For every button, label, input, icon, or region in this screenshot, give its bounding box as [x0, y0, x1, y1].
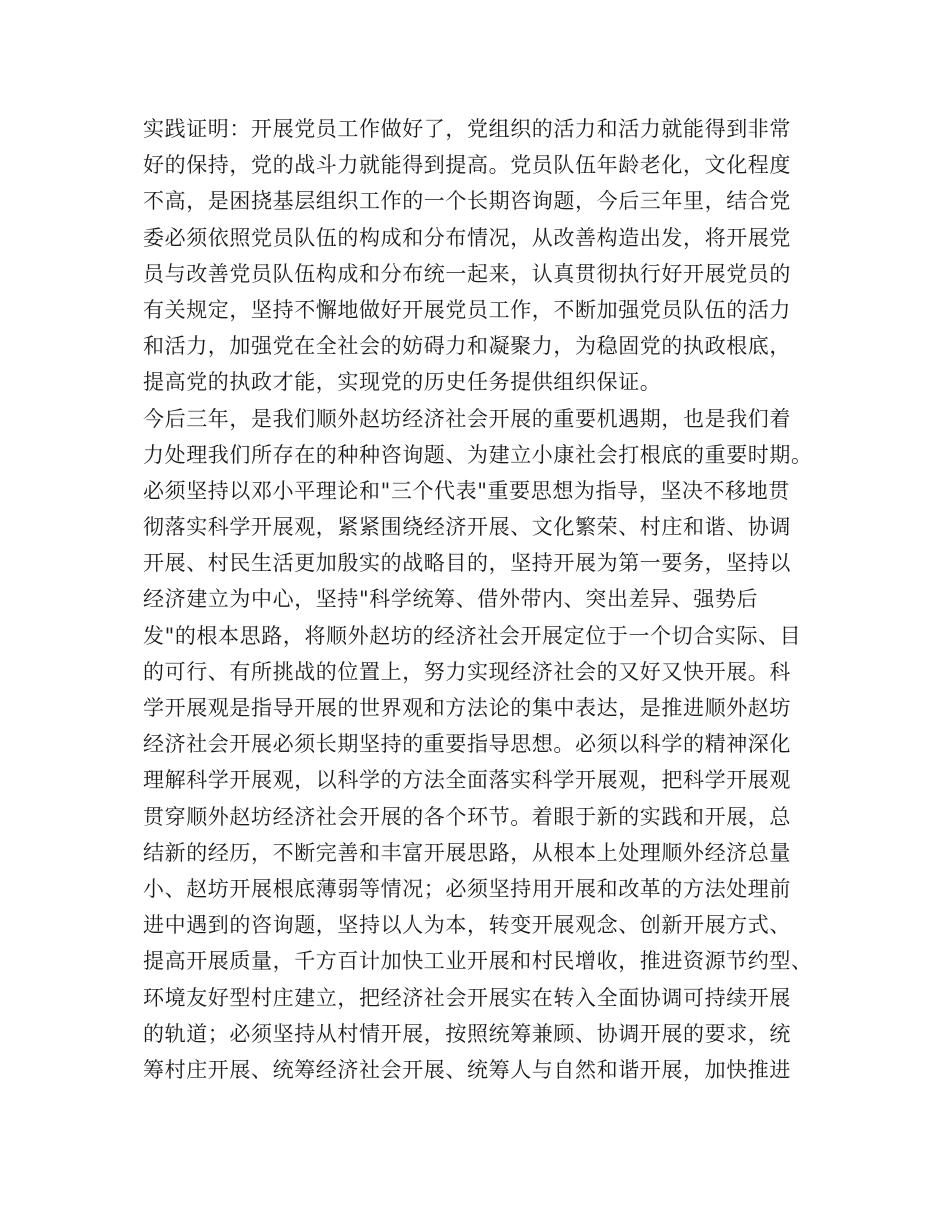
text-line: 结新的经历，不断完善和丰富开展思路，从根本上处理顺外经济总量	[143, 840, 791, 865]
text-line: 学开展观是指导开展的世界观和方法论的集中表达，是推进顺外赵坊	[143, 696, 791, 720]
text-line: 好的保持，党的战斗力就能得到提高。党员队伍年龄老化，文化程度	[143, 153, 791, 178]
text-line: 小、赵坊开展根底薄弱等情况；必须坚持用开展和改革的方法处理前	[143, 876, 791, 901]
text-line: 环境友好型村庄建立，把经济社会开展实在转入全面协调可持续开展	[143, 985, 791, 1010]
text-line: 有关规定，坚持不懈地做好开展党员工作，不断加强党员队伍的活力	[143, 297, 791, 322]
text-line: 开展、村民生活更加殷实的战略目的，坚持开展为第一要务，坚持以	[143, 551, 791, 576]
text-line: 经济社会开展必须长期坚持的重要指导思想。必须以科学的精神深化	[143, 732, 791, 757]
text-line: 经济建立为中心，坚持"科学统筹、借外带内、突出差异、强势后	[143, 587, 759, 612]
text-line: 彻落实科学开展观，紧紧围绕经济开展、文化繁荣、村庄和谐、协调	[143, 515, 791, 540]
text-line: 实践证明：开展党员工作做好了，党组织的活力和活力就能得到非常	[143, 117, 791, 141]
text-line: 进中遇到的咨询题，坚持以人为本，转变开展观念、创新开展方式、	[143, 913, 791, 938]
text-line: 力处理我们所存在的种种咨询题、为建立小康社会打根底的重要时期。	[143, 442, 813, 467]
text-line: 贯穿顺外赵坊经济社会开展的各个环节。着眼于新的实践和开展，总	[143, 804, 791, 829]
text-line: 的可行、有所挑战的位置上，努力实现经济社会的又好又快开展。科	[143, 659, 791, 684]
text-line: 员与改善党员队伍构成和分布统一起来，认真贯彻执行好开展党员的	[143, 261, 791, 286]
text-line: 提高开展质量，千方百计加快工业开展和村民增收，推进资源节约型、	[143, 949, 813, 974]
text-line: 筹村庄开展、统筹经济社会开展、统筹人与自然和谐开展，加快推进	[143, 1057, 791, 1082]
text-line: 必须坚持以邓小平理论和"三个代表"重要思想为指导，坚决不移地贯	[143, 478, 790, 503]
text-line: 今后三年，是我们顺外赵坊经济社会开展的重要机遇期，也是我们着	[143, 406, 791, 431]
body-text	[143, 111, 833, 1088]
text-line: 理解科学开展观，以科学的方法全面落实科学开展观，把科学开展观	[143, 768, 791, 793]
text-line: 和活力，加强党在全社会的妨碍力和凝聚力，为稳固党的执政根底，	[143, 334, 791, 359]
text-line: 发"的根本思路，将顺外赵坊的经济社会开展定位于一个切合实际、目	[143, 623, 802, 648]
text-line: 不高，是困挠基层组织工作的一个长期咨询题，今后三年里，结合党	[143, 189, 791, 214]
text-line: 委必须依照党员队伍的构成和分布情况，从改善构造出发，将开展党	[143, 225, 791, 250]
text-line: 的轨道；必须坚持从村情开展，按照统筹兼顾、协调开展的要求，统	[143, 1021, 791, 1046]
text-line: 提高党的执政才能，实现党的历史任务提供组织保证。	[143, 370, 662, 395]
